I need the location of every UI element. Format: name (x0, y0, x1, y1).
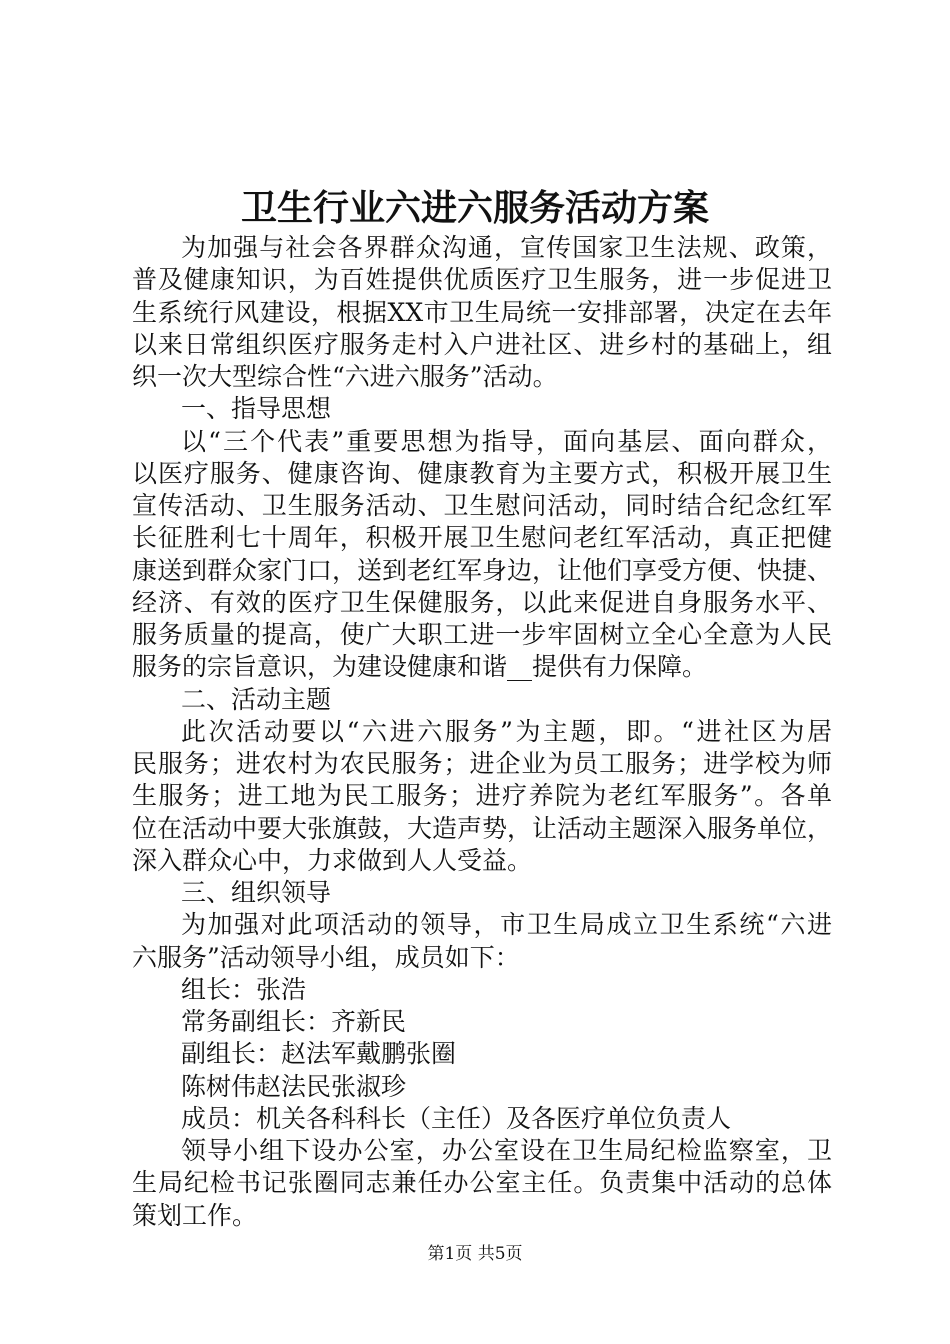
paragraph-line: 服务质量的提高，使广大职工进一步牢固树立全心全意为人民 (132, 620, 832, 649)
paragraph-line: 织一次大型综合性“六进六服务”活动。 (132, 362, 558, 391)
paragraph-line: 普及健康知识，为百姓提供优质医疗卫生服务，进一步促进卫 (132, 265, 832, 295)
paragraph-line: 六服务”活动领导小组，成员如下： (132, 942, 520, 972)
member-line: 成员：机关各科科长（主任）及各医疗单位负责人 (181, 1103, 732, 1133)
paragraph-line: 经济、有效的医疗卫生保健服务，以此来促进自身服务水平、 (132, 587, 832, 617)
member-line: 陈树伟赵法民张淑珍 (181, 1071, 407, 1101)
paragraph-line: 生服务；进工地为民工服务；进疗养院为老红军服务”。各单 (132, 781, 832, 811)
paragraph-line: 服务的宗旨意识，为建设健康和谐__提供有力保障。 (132, 652, 708, 682)
paragraph-line: 领导小组下设办公室，办公室设在卫生局纪检监察室，卫 (181, 1136, 832, 1165)
paragraph-line: 康送到群众家门口，送到老红军身边，让他们享受方便、快捷、 (132, 555, 833, 585)
member-line: 组长：张浩 (181, 974, 307, 1004)
page-footer: 第1页 共5页 (427, 1244, 523, 1264)
section-heading: 三、组织领导 (181, 878, 332, 907)
paragraph-line: 民服务；进农村为农民服务；进企业为员工服务；进学校为师 (132, 749, 832, 778)
document-body (132, 232, 832, 1232)
paragraph-line: 以“三个代表”重要思想为指导，面向基层、面向群众， (181, 426, 832, 456)
document-title: 卫生行业六进六服务活动方案 (240, 187, 709, 229)
paragraph-line: 为加强与社会各界群众沟通，宣传国家卫生法规、政策， (181, 233, 832, 262)
paragraph-line: 此次活动要以“六进六服务”为主题，即。“进社区为居 (181, 716, 832, 746)
paragraph-line: 宣传活动、卫生服务活动、卫生慰问活动，同时结合纪念红军 (132, 491, 832, 520)
section-heading: 一、指导思想 (181, 394, 332, 424)
paragraph-line: 长征胜利七十周年，积极开展卫生慰问老红军活动，真正把健 (132, 523, 832, 553)
paragraph-line: 为加强对此项活动的领导，市卫生局成立卫生系统“六进 (181, 910, 832, 940)
paragraph-line: 以医疗服务、健康咨询、健康教育为主要方式，积极开展卫生 (132, 458, 832, 488)
paragraph-line: 位在活动中要大张旗鼓，大造声势，让活动主题深入服务单位， (132, 813, 833, 843)
member-line: 副组长：赵法军戴鹏张圈 (181, 1039, 457, 1069)
paragraph-line: 生系统行风建设，根据XX市卫生局统一安排部署，决定在去年 (132, 297, 832, 327)
paragraph-line: 策划工作。 (132, 1200, 258, 1230)
paragraph-line: 深入群众心中，力求做到人人受益。 (132, 845, 533, 875)
member-line: 常务副组长：齐新民 (181, 1007, 407, 1036)
section-heading: 二、活动主题 (181, 684, 332, 714)
paragraph-line: 以来日常组织医疗服务走村入户进社区、进乡村的基础上，组 (132, 329, 832, 359)
paragraph-line: 生局纪检书记张圈同志兼任办公室主任。负责集中活动的总体 (132, 1168, 832, 1198)
